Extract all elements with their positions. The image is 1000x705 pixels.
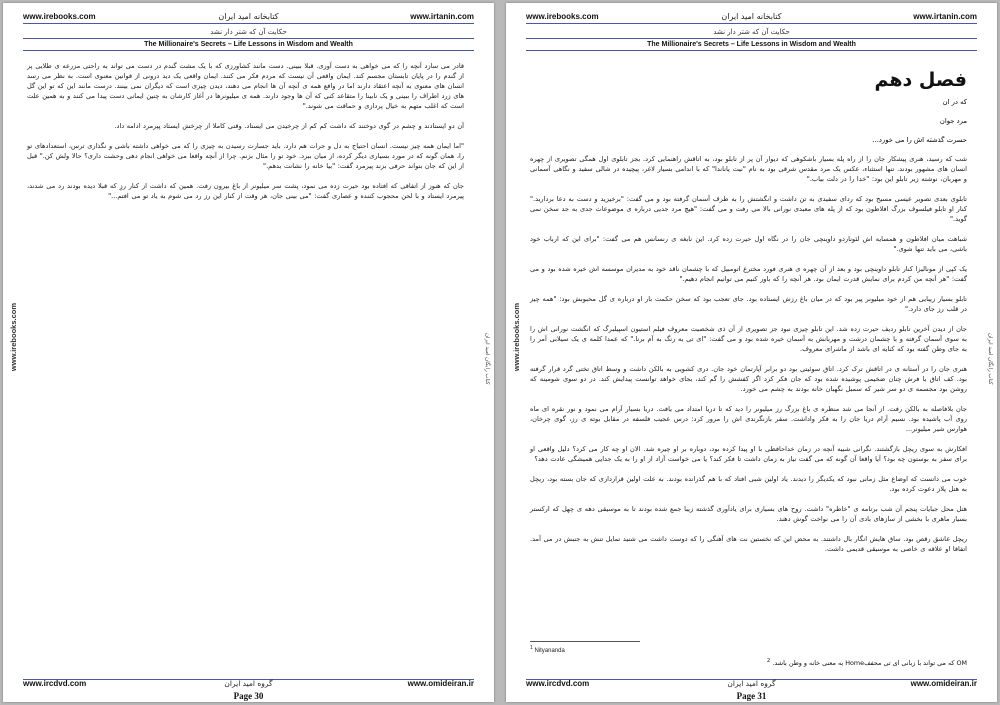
page-number: Page 31: [736, 691, 767, 701]
header-rule: [23, 50, 474, 51]
footnote-left-text: Nityananda: [534, 648, 565, 654]
header-library-name: کتابخانه امید ایران: [721, 12, 782, 21]
footer-site-left[interactable]: www.ircdvd.com: [23, 679, 87, 688]
header-site-left[interactable]: www.irebooks.com: [23, 12, 96, 21]
intro-line: حسرت گذشته اش را می خورد...: [872, 136, 967, 144]
side-note: کتاب رایگان امید ایران: [987, 333, 993, 385]
paragraph: جان که هنوز از اتفاقی که افتاده بود حیرت زده می نمود، پشت سر میلیونر از باغ بیرون رفت. همین که داشت از کنار رزِ که قبلا دیده بودند رد می شدند، پیرمرد ایستاد و با لحن محجوب کننده و عصاری گفت: "می بینی جان، هر وقت از کنار این رز رد می شوم به یاد تو می افتم...": [27, 182, 464, 200]
side-site-watermark: www.irebooks.com: [9, 303, 18, 372]
footnote-left: $^1$ Nityananda: [530, 645, 565, 654]
paragraph: هتل محل جبایات پنجم آن شب برنامه ی "خاطره" داشت. روح های بسیاری برای یادآوری گذشته زیبا جمع شده بودند تا به موسیقی دهه ی چهل که ارکستر بسیار ماهری با بخشی از سازهای بادی آن را می نواخت گوش دهند.: [530, 505, 967, 523]
header-site-left[interactable]: www.irebooks.com: [526, 12, 599, 21]
paragraph: خوب می دانست که اوضاع مثل زمانی نبود که یکدیگر را دیدند. یاد اولین شبی افتاد که با هم گذرانده بودند. به علت اولین قرارداری که جان بسته بود، ریچل به هتل پلاز دعوت کرده بود.: [530, 475, 967, 493]
header-rule: [526, 38, 977, 39]
paragraph: افکارش به سوی ریچل بازگشتند. نگرانی شبیه آنچه در زمان خداحافظی با او پیدا کرده بود، دوباره بر او چیره شد. الان او چه کار می کرد؟ دلیل واقعی او برای سفر به بوستون چه بود؟ آیا واقعا آن گونه که می گفت نیاز به زمان داشت تا فکر کند؟ یا می خواست آزاد از او را به یک جدایی همیشگی عادت دهد؟: [530, 445, 967, 463]
paragraph: یک کپی از مونالیزا کنار تابلو داوینچی بود و بعد از آن چهره ی هنری فورد مخترع اتومبیل که با چشمان ناقد خود به مدیران موسسه اش خیره شده بود و می گفت: "هر آنچه من کردم برای نمایش قدرت ایمان بود. هر آنچه را که باور کنیم می توانیم انجام دهیم.": [530, 265, 967, 283]
paragraph: جان از دیدن آخرین تابلو ردیف حیرت زده شد. این تابلو چیزی نبود جز تصویری از آن ذی شخصیت معروف فیلم استیون اسپیلبرگ که انگشت نورانی اش را به سوی آسمان گرفته و با چشمان درشت و مهربانش به آسمان خیره شده بود و می گفت: "ای تی به رنگ به آم برنا." که عمدا کلمه ی یک سیلابی آمر را به جای وطن گفته بود که کنایه ای باشد از ماشرای معروف.: [530, 325, 967, 353]
page-30: [3, 3, 494, 702]
paragraph: شباهت میان افلاطون و همسایه اش لئوناردو داوینچی جان را در نگاه اول حیرت زده کرد. این نابغه ی رنسانس هم می گفت: "برای این که ارباب خود باشی، می باید تنها شوی.": [530, 235, 967, 253]
paragraph: هنری جان را در آستانه ی در اتاقش ترک کرد. اتاق سوئیتی بود دو برابر آپارتمان خود جان. دری کشویی به بالکن داشت و وسط اتاق تختی گرد قرار گرفته بود. کف اتاق با فرش چنان ضخیمی پوشیده شده بود که جان فکر کرد اگر کفشش را گم کند، بجای خواهد توانست پیدایش کند. در دو سوی شومینه که روشن بود مجسمه ی دو سر شیر که سمبل نگهبان خانه بودند به چشم می خورد.: [530, 365, 967, 393]
footer-site-left[interactable]: www.ircdvd.com: [526, 679, 590, 688]
book-title: The Millionaire's Secrets – Life Lessons in Wisdom and Wealth: [144, 41, 353, 48]
intro-line: مرد جوان: [939, 117, 967, 125]
header-subtitle: حکایت آن که شتر دار نشد: [210, 28, 287, 36]
footnote-right: OM که می تواند با زبانی ای تی محففHome به معنی خانه و وطن باشد. $^2$: [766, 657, 967, 667]
page-31: [506, 3, 997, 702]
header-rule: [526, 23, 977, 24]
header-rule: [23, 38, 474, 39]
header-library-name: کتابخانه امید ایران: [218, 12, 279, 21]
header-rule: [526, 50, 977, 51]
header-site-right[interactable]: www.irtanin.com: [410, 12, 474, 21]
paragraph: "اما ایمان همه چیز نیست. انسان احتیاج به دل و جرات هم دارد. باید جسارت رسیدن به چیزی را که می خواهی داشته باشی و نگذاری ترس، استعدادهای تو را، همان گونه که در مورد بسیاری دیگر کرده، از میان ببرد. خود تو را مثال بزنم. چرا از آنچه واقعا می خواهی انجام دهی وحشت داری؟ حالا ولش کن." قبل از این که جان بتواند حرفی بزند پیرمرد گفت: "بیا خانه را نشانت بدهم.": [27, 142, 464, 170]
paragraph: شب که رسید، هنری پیشکار جان را از راه پله بسیار باشکوهی که دیوار آن پر از تابلو بود، به اتاقش راهنمایی کرد. بجز تابلوی اول همگی تصویری از چهره انسان های مشهور بودند. تنها استثناء، عکس یک مرد مقدس شرقی بود به نام "نیت یاناندا" که با اندامی بسیار لاغر، پیچیده در شالی سفید و نگاهی آسمانی و مهربان، نوشته زیر تابلو این بود: "خدا را در دلت بیاب.": [530, 155, 967, 183]
page-body: [27, 61, 464, 211]
page-body: [530, 61, 967, 564]
intro-line: که در ان: [942, 98, 967, 106]
paragraph: ریچل عاشق رقص بود. ساق هایش انگار بال داشتند. به محض این که نخستین نت های آهنگی را که دوست داشت می شنید تمایل تنش به جنبش در می آمد. اتفاقا او علاقه ی خاصی به موسیقی قدیمی داشت.: [530, 535, 967, 553]
paragraph: تابلوی بعدی تصویر عیسی مسیح بود که ردای سفیدی به تن داشت و انگشتش را به طرف آسمان گرفته بود و می گفت: "برخیزید و دست به دعا بردارید." کنار او تابلو فیلسوف بزرگ افلاطون بود که از پله های معبدی نورانی بالا می رفت و می گفت: "هیچ مرد جدیی درباره ی موضوعات جدی به جد سخن نمی گوید.": [530, 195, 967, 223]
paragraph: تابلو بسیار زیبایی هم از خود میلیونر پیر بود که در میان باغ رزش ایستاده بود. جای تعجب بود که سخن حکمت بار او درباره ی گل محبوبش بود: "همه چیز در قلب رز جای دارد.": [530, 295, 967, 313]
footer-group-name: گروه امید ایران: [224, 679, 273, 688]
book-title: The Millionaire's Secrets – Life Lessons in Wisdom and Wealth: [647, 41, 856, 48]
header-subtitle: حکایت آن که شتر دار نشد: [713, 28, 790, 36]
paragraph: جان بلافاصله به بالکن رفت. از آنجا می شد منظره ی باغ بزرگ رز میلیونر را دید که تا دریا امتداد می یافت. دریا بسیار آرام می نمود و نور نقره ای ماه روی آب پاشیده بود. نسیم آرام دریا جان را به فکر واداشت. سفر بازنگرندی اش را مرور کرد: درس عجیب فلسفه در مقابل بوته ی رز، گوی چرخان، هوارس شیر میلیونر...: [530, 405, 967, 433]
footer-site-right[interactable]: www.omideiran.ir: [910, 679, 977, 688]
header-site-right[interactable]: www.irtanin.com: [913, 12, 977, 21]
side-site-watermark: www.irebooks.com: [512, 303, 521, 372]
page-number: Page 30: [233, 691, 264, 701]
footnote-right-text: OM که می تواند با زبانی ای تی محففHome به معنی خانه و وطن باشد.: [772, 659, 967, 667]
footnote-rule: [530, 641, 640, 642]
header-rule: [23, 23, 474, 24]
paragraph: قادر می سازد آنچه را که می خواهی به دست آوری. قبلا ببینی. دست مانند کشاورزی که با یک مشت گندم در دست می تواند به راحتی مزرعه ی طلایی پر از گندم را در پایان تابستان مجسم کند. ایمان واقعی آن نیست که مردم فکر می کنند. ایمان واقعی یک دید درونی از قوانین معنوی است. به نظر می رسد انسان های معنوی به آنچه اعتقاد دارند اما در واقع همه ی آنچه آن ها انجام می دهند، دیدن چیزی است که دیگران نمی بینند. درست مانند این که تو این گل های زرد اطراف را ببینی و یک نابینا را متقاعد کنی که آن ها وجود دارند. همه ی میلیونرها در آغاز کارشان به چنین ایمانی دست پیدا می کنند و به همین علت است که اغلب متهم به خیال پردازی و حماقت می شوند.": [27, 62, 464, 110]
footer-site-right[interactable]: www.omideiran.ir: [407, 679, 474, 688]
footer-group-name: گروه امید ایران: [727, 679, 776, 688]
chapter-title: فصل دهم: [874, 69, 967, 91]
side-note: کتاب رایگان امید ایران: [484, 333, 490, 385]
paragraph: آن دو ایستادند و چشم در گوی دوختند که داشت کم کم از چرخیدن می ایستاد. وقتی کاملا از چرخش ایستاد پیرمرد ادامه داد.: [114, 122, 464, 130]
